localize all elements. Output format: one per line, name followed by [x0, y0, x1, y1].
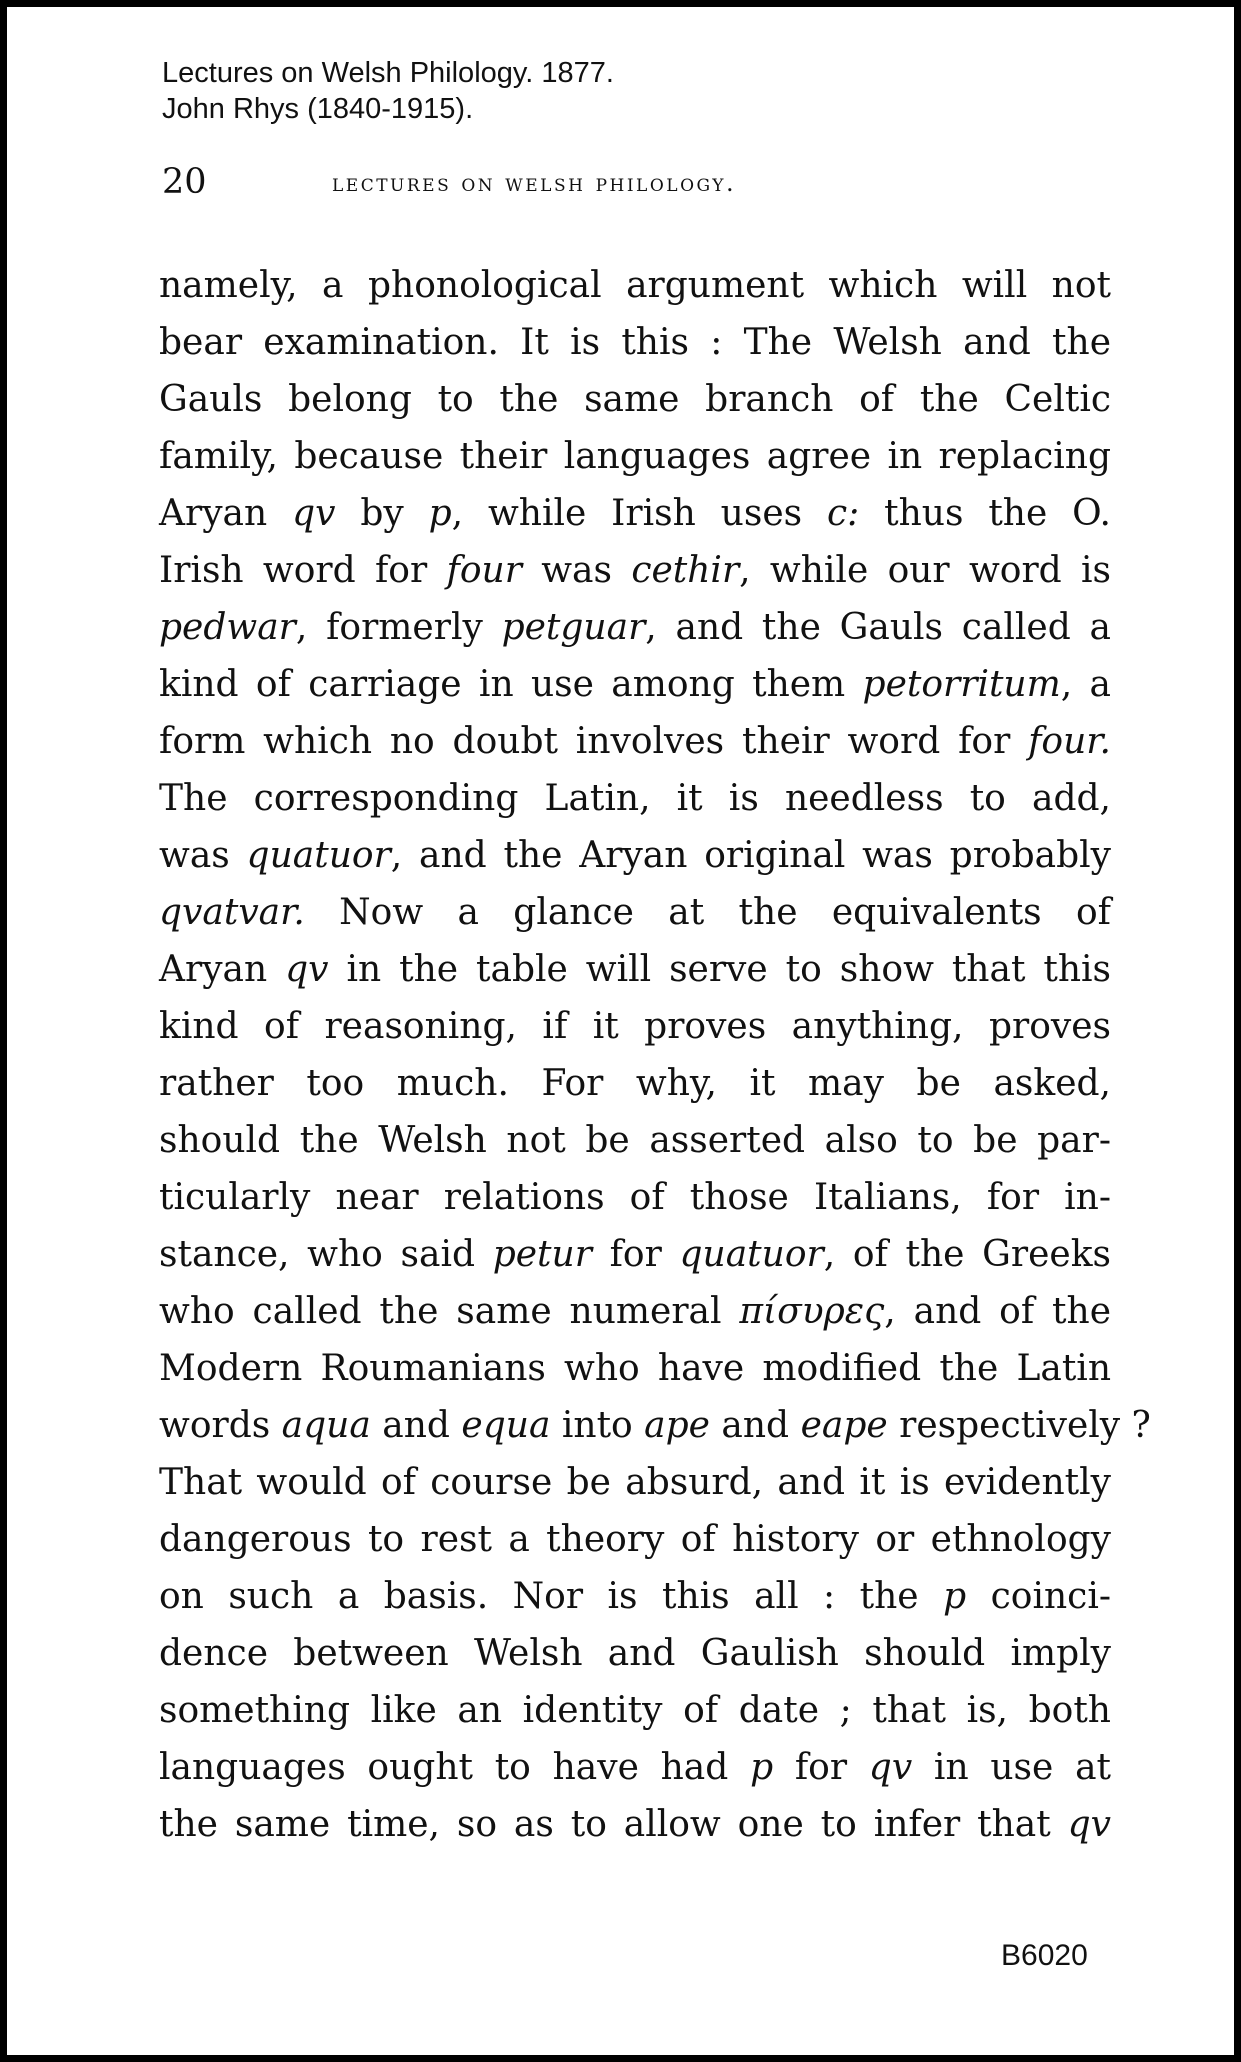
- citation-block: [162, 55, 614, 127]
- text-line: [159, 371, 1111, 428]
- text-line: [159, 1796, 1111, 1853]
- text-run: Modern Roumanians who have modified the Latin: [159, 1348, 1111, 1389]
- text-run: coinci-: [966, 1576, 1111, 1617]
- text-line: [159, 542, 1111, 599]
- text-run: , and the Gauls called a: [645, 607, 1112, 648]
- text-line: [159, 257, 1111, 314]
- text-run: Aryan: [159, 493, 293, 534]
- text-line: [159, 1112, 1111, 1169]
- text-run: respectively ?: [887, 1405, 1151, 1446]
- text-run: kind of carriage in use among them: [159, 664, 863, 705]
- text-run: namely, a phonological argument which will not: [159, 265, 1111, 306]
- text-run: on such a basis. Nor is this all : the: [159, 1576, 944, 1617]
- catalog-id: B6020: [1001, 1939, 1088, 1972]
- text-line: [159, 599, 1111, 656]
- text-run: The corresponding Latin, it is needless to add,: [159, 778, 1111, 819]
- italic-run: four.: [1028, 721, 1111, 762]
- text-run: family, because their languages agree in replacing: [159, 436, 1111, 477]
- text-run: That would of course be absurd, and it is evidently: [159, 1462, 1111, 1503]
- text-run: words: [159, 1405, 282, 1446]
- italic-run: eape: [800, 1405, 888, 1446]
- running-head: [162, 157, 1092, 207]
- text-run: by: [335, 493, 429, 534]
- text-line: [159, 1454, 1111, 1511]
- italic-run: c:: [826, 493, 860, 534]
- text-line: [159, 1568, 1111, 1625]
- italic-run: qv: [285, 949, 329, 990]
- text-line: [159, 1340, 1111, 1397]
- text-run: the same time, so as to allow one to infer that: [159, 1804, 1068, 1845]
- text-run: Gauls belong to the same branch of the Celtic: [159, 379, 1111, 420]
- text-run: , of the Greeks: [823, 1234, 1112, 1275]
- italic-run: p: [943, 1576, 967, 1617]
- text-line: [159, 770, 1111, 827]
- text-run: , while Irish uses: [451, 493, 827, 534]
- italic-run: petorritum: [862, 664, 1061, 705]
- italic-run: qv: [292, 493, 336, 534]
- text-line: [159, 1397, 1151, 1454]
- text-line: [159, 998, 1111, 1055]
- text-run: stance, who said: [159, 1234, 493, 1275]
- text-run: in the table will serve to show that this: [328, 949, 1111, 990]
- italic-run: p: [750, 1747, 774, 1788]
- text-line: [159, 485, 1111, 542]
- italic-run: aqua: [281, 1405, 371, 1446]
- text-run: thus the O.: [859, 493, 1112, 534]
- text-run: was: [521, 550, 632, 591]
- italic-run: petguar: [501, 607, 646, 648]
- text-run: for: [773, 1747, 869, 1788]
- italic-run: qv: [868, 1747, 913, 1788]
- text-run: dence between Welsh and Gaulish should imply: [159, 1633, 1111, 1674]
- text-run: form which no doubt involves their word for: [159, 721, 1029, 762]
- text-run: Now a glance at the equivalents of: [304, 892, 1111, 933]
- italic-run: four: [446, 550, 522, 591]
- text-line: [159, 428, 1111, 485]
- italic-run: cethir: [631, 550, 740, 591]
- italic-run: quatuor: [246, 835, 391, 876]
- text-run: dangerous to rest a theory of history or ethnology: [159, 1519, 1111, 1560]
- text-line: [159, 1169, 1111, 1226]
- page-number: 20: [162, 162, 207, 202]
- text-line: [159, 941, 1111, 998]
- text-run: and: [370, 1405, 462, 1446]
- text-run: languages ought to have had: [159, 1747, 751, 1788]
- text-run: should the Welsh not be asserted also to be par-: [159, 1120, 1111, 1161]
- text-line: [159, 656, 1111, 713]
- text-run: was: [159, 835, 247, 876]
- body-text: [159, 257, 1151, 1853]
- italic-run: pedwar: [159, 607, 296, 648]
- text-run: into: [550, 1405, 645, 1446]
- text-run: , formerly: [295, 607, 502, 648]
- italic-run: qvatvar.: [159, 892, 305, 933]
- text-run: rather too much. For why, it may be asked,: [159, 1063, 1111, 1104]
- text-run: , while our word is: [739, 550, 1111, 591]
- text-line: [159, 884, 1111, 941]
- text-run: in use at: [912, 1747, 1111, 1788]
- text-run: for: [591, 1234, 680, 1275]
- text-line: [159, 1625, 1111, 1682]
- italic-run: p: [428, 493, 452, 534]
- text-line: [159, 1682, 1111, 1739]
- text-run: bear examination. It is this : The Welsh and the: [159, 322, 1111, 363]
- italic-run: petur: [492, 1234, 592, 1275]
- text-line: [159, 1226, 1111, 1283]
- italic-run: ape: [644, 1405, 710, 1446]
- text-line: [159, 1739, 1111, 1796]
- text-run: kind of reasoning, if it proves anything, proves: [159, 1006, 1111, 1047]
- text-line: [159, 1055, 1111, 1112]
- text-run: Aryan: [159, 949, 286, 990]
- text-run: ticularly near relations of those Italians, for in-: [159, 1177, 1111, 1218]
- citation-author: John Rhys (1840-1915).: [162, 93, 474, 125]
- running-title: lectures on welsh philology.: [332, 169, 737, 197]
- italic-run: πίσυρες: [739, 1291, 885, 1332]
- text-run: Irish word for: [159, 550, 447, 591]
- text-run: , and of the: [884, 1291, 1111, 1332]
- italic-run: qv: [1067, 1804, 1111, 1845]
- text-line: [159, 713, 1111, 770]
- text-line: [159, 1511, 1111, 1568]
- text-run: something like an identity of date ; that is, both: [159, 1690, 1111, 1731]
- text-run: who called the same numeral: [159, 1291, 740, 1332]
- text-line: [159, 1283, 1111, 1340]
- text-run: and: [709, 1405, 801, 1446]
- italic-run: equa: [461, 1405, 551, 1446]
- citation-title: Lectures on Welsh Philology. 1877.: [162, 57, 614, 89]
- italic-run: quatuor: [679, 1234, 824, 1275]
- text-run: , and the Aryan original was probably: [390, 835, 1111, 876]
- text-run: , a: [1060, 664, 1111, 705]
- text-line: [159, 314, 1111, 371]
- text-line: [159, 827, 1111, 884]
